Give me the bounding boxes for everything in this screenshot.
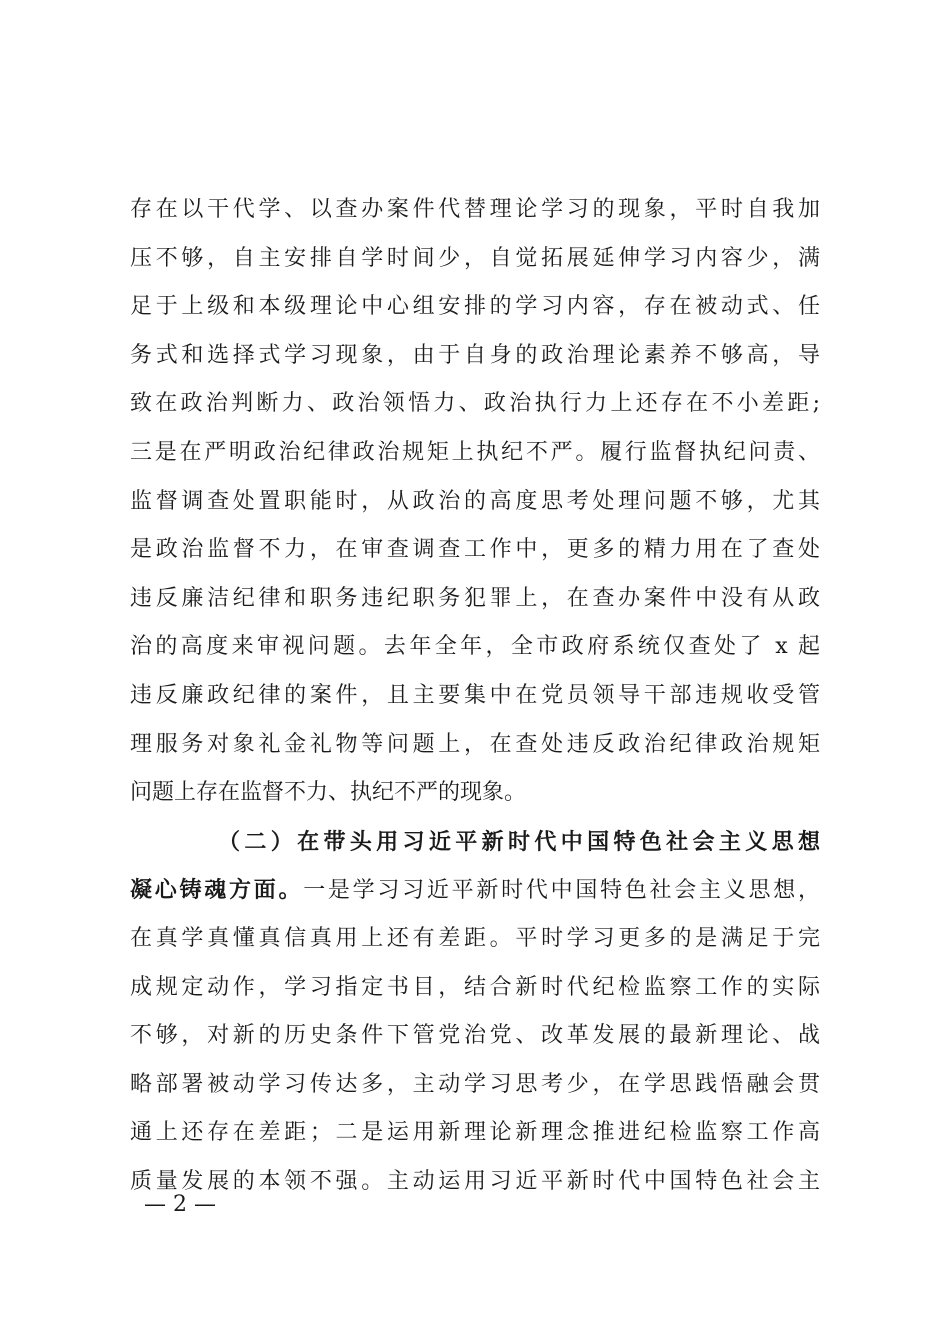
text-line: 不够，对新的历史条件下管党治党、改革发展的最新理论、战 xyxy=(130,1023,820,1049)
text-line: 在真学真懂真信真用上还有差距。平时学习更多的是满足于完 xyxy=(130,925,820,951)
text-line: 问题上存在监督不力、执纪不严的现象。 xyxy=(130,780,527,806)
text-line: 理服务对象礼金礼物等问题上，在查处违反政治纪律政治规矩 xyxy=(130,731,820,757)
text-line: 通上还存在差距；二是运用新理论新理念推进纪检监察工作高 xyxy=(130,1120,820,1146)
section-heading-end: 凝心铸魂方面。 xyxy=(130,877,304,904)
text-line: 略部署被动学习传达多，主动学习思考少，在学思践悟融会贯 xyxy=(130,1071,820,1097)
body-text xyxy=(130,186,820,1206)
text-line: 治的高度来审视问题。去年全年，全市政府系统仅查处了 x 起 xyxy=(130,634,820,660)
text-line: 足于上级和本级理论中心组安排的学习内容，存在被动式、任 xyxy=(130,294,820,320)
page-number: — 2 — xyxy=(144,1192,216,1217)
text-line: 成规定动作，学习指定书目，结合新时代纪检监察工作的实际 xyxy=(130,974,820,1000)
text-line: 压不够，自主安排自学时间少，自觉拓展延伸学习内容少，满 xyxy=(130,245,820,271)
text-line: 是政治监督不力，在审查调查工作中，更多的精力用在了查处 xyxy=(130,537,820,563)
text-line: 违反廉政纪律的案件，且主要集中在党员领导干部违规收受管 xyxy=(130,682,820,708)
text-line: 致在政治判断力、政治领悟力、政治执行力上还存在不小差距; xyxy=(130,391,820,417)
text-line: 三是在严明政治纪律政治规矩上执纪不严。履行监督执纪问责、 xyxy=(130,439,820,465)
text-line: 质量发展的本领不强。主动运用习近平新时代中国特色社会主 xyxy=(130,1168,820,1194)
text-line: 监督调查处置职能时，从政治的高度思考处理问题不够，尤其 xyxy=(130,488,820,514)
section-heading: （二）在带头用习近平新时代中国特色社会主义思想 xyxy=(218,828,820,855)
text-line: 务式和选择式学习现象，由于自身的政治理论素养不够高，导 xyxy=(130,342,820,368)
text-line: 违反廉洁纪律和职务违纪职务犯罪上，在查办案件中没有从政 xyxy=(130,585,820,611)
section-heading-continuation xyxy=(130,866,820,915)
text-line: 存在以干代学、以查办案件代替理论学习的现象，平时自我加 xyxy=(130,197,820,222)
section-text-start: 一是学习习近平新时代中国特色社会主义思想， xyxy=(303,878,820,904)
